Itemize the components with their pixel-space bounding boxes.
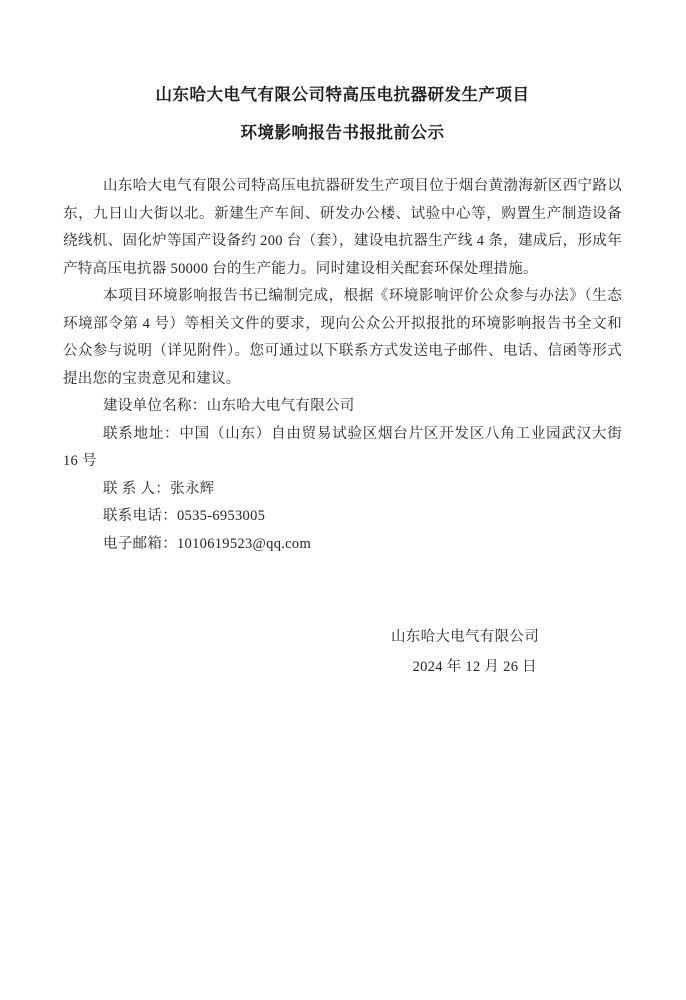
- title-line-2: 环境影响报告书报批前公示: [240, 123, 445, 142]
- info-line-company-name: [63, 393, 622, 421]
- contact-person-label: 联 系 人：: [103, 480, 171, 497]
- signature-company: 山东哈大电气有限公司: [391, 629, 539, 645]
- email-label: 电子邮箱：: [103, 535, 177, 552]
- document-body: [63, 173, 622, 558]
- signature-block: [63, 622, 622, 682]
- signature-date: 2024 年 12 月 26 日: [412, 659, 537, 675]
- phone-label: 联系电话：: [103, 508, 177, 524]
- email-value: 1010619523@qq.com: [177, 535, 312, 552]
- address-value: 中国（山东）自由贸易试验区烟台片区开发区八角工业园武汉大街 16 号: [63, 425, 623, 469]
- info-line-email: [63, 531, 622, 559]
- contact-person-value: 张永辉: [170, 480, 215, 497]
- address-label: 联系地址：: [103, 425, 180, 442]
- info-line-phone: [63, 503, 622, 531]
- document-title: [63, 76, 622, 152]
- phone-value: 0535-6953005: [177, 508, 266, 524]
- company-name-value: 山东哈大电气有限公司: [206, 398, 355, 414]
- company-name-label: 建设单位名称：: [103, 398, 207, 414]
- paragraph-project-overview: 山东哈大电气有限公司特高压电抗器研发生产项目位于烟台黄渤海新区西宁路以东，九日山大街以北。新建生产车间、研发办公楼、试验中心等，购置生产制造设备绕线机、固化炉等国产设备约 200 台（套），建设电抗器生产线 4 条，建成后，形成年产特高压电抗器 50000 台的生产能力。同时建设相关配套环保处理措施。: [63, 178, 622, 277]
- paragraph-public-participation: 本项目环境影响报告书已编制完成，根据《环境影响评价公众参与办法》（生态环境部令第 4 号）等相关文件的要求，现向公众公开拟报批的环境影响报告书全文和公众参与说明（详见附件）。您可通过以下联系方式发送电子邮件、电话、信函等形式提出您的宝贵意见和建议。: [63, 288, 622, 387]
- info-line-address: [63, 421, 622, 476]
- title-line-1: 山东哈大电气有限公司特高压电抗器研发生产项目: [155, 85, 530, 104]
- info-line-contact-person: [63, 476, 622, 504]
